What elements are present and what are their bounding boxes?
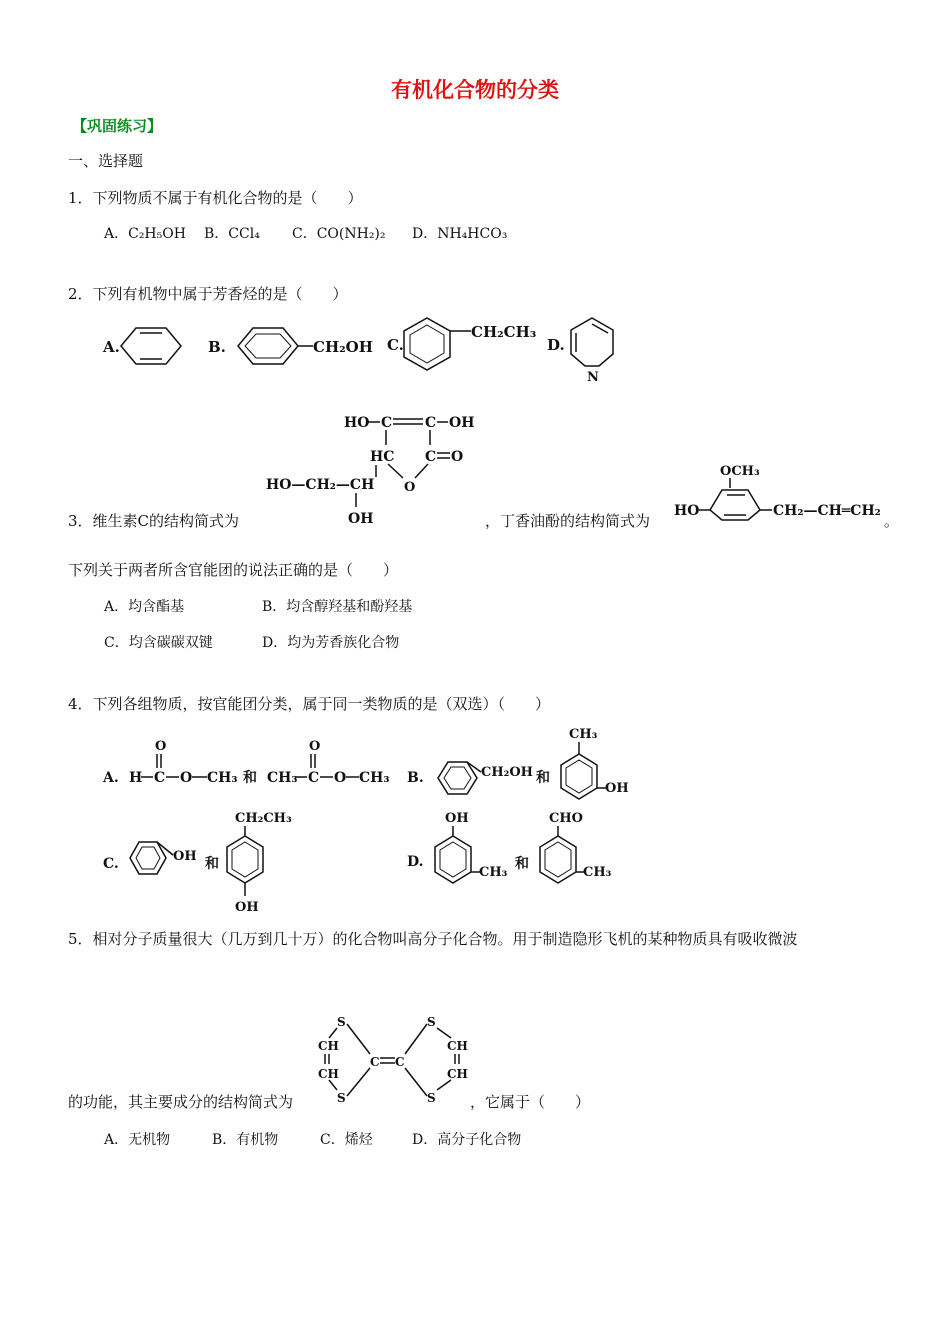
q3-option-d: D．均为芳香族化合物 [262, 635, 400, 651]
svg-text:O: O [180, 770, 193, 786]
svg-text:和: 和 [515, 856, 529, 872]
q2-stem: 2．下列有机物中属于芳香烃的是（ ） [68, 285, 348, 303]
svg-text:S: S [427, 1091, 436, 1105]
svg-text:CH: CH [447, 1067, 468, 1081]
svg-text:CH₃: CH₃ [267, 770, 298, 786]
q2-benzene-ring-c [404, 318, 450, 370]
q5-option-d: D．高分子化合物 [412, 1132, 522, 1148]
section-heading: 【巩固练习】 [72, 117, 163, 135]
svg-text:OH: OH [449, 415, 475, 431]
q1-option-a: A．C₂H₅OH [104, 226, 186, 242]
svg-text:C: C [425, 449, 437, 465]
q2-d-nitrogen: N [587, 370, 599, 385]
svg-text:和: 和 [205, 856, 219, 872]
svg-text:C: C [154, 770, 166, 786]
svg-text:CH₂CH₃: CH₂CH₃ [235, 811, 292, 826]
svg-text:和: 和 [243, 770, 257, 786]
svg-text:CHO: CHO [549, 811, 583, 826]
q3-stem-end: 。 [884, 512, 900, 530]
q2-label-b: B. [208, 338, 226, 356]
svg-text:O: O [404, 480, 416, 495]
part-heading: 一、选择题 [68, 152, 144, 170]
q2-label-a: A. [103, 338, 120, 356]
svg-text:O: O [309, 739, 321, 754]
svg-text:OH: OH [348, 511, 374, 527]
q5-stem-part2: 的功能，其主要成分的结构简式为 [68, 1093, 294, 1111]
svg-text:CH: CH [318, 1067, 339, 1081]
svg-text:C: C [395, 1055, 405, 1069]
q2-benzene-ring-b [238, 328, 298, 364]
q4-stem: 4．下列各组物质，按官能团分类，属于同一类物质的是（双选）（ ） [68, 695, 551, 713]
svg-text:HO—CH₂—CH: HO—CH₂—CH [266, 477, 375, 493]
svg-text:HO: HO [674, 503, 700, 519]
q5-option-b: B．有机物 [212, 1132, 279, 1148]
svg-text:S: S [337, 1091, 346, 1105]
svg-text:C: C [308, 770, 320, 786]
q5-option-c: C．烯烃 [320, 1132, 373, 1148]
svg-text:OH: OH [235, 900, 259, 915]
svg-text:H: H [129, 770, 143, 786]
q5-structure [315, 1010, 475, 1110]
svg-text:CH₃: CH₃ [569, 727, 598, 742]
q5-option-a: A．无机物 [104, 1132, 171, 1148]
q3-option-c: C．均含碳碳双键 [104, 635, 213, 651]
q3-option-b: B．均含醇羟基和酚羟基 [262, 599, 413, 615]
svg-text:O: O [334, 770, 347, 786]
q4-label-c: C. [103, 856, 119, 872]
svg-text:O: O [155, 739, 167, 754]
q1-stem: 1．下列物质不属于有机化合物的是（ ） [68, 189, 363, 207]
q1-option-c: C．CO(NH₂)₂ [292, 226, 386, 242]
q3-stem-part2: ，丁香油酚的结构简式为 [485, 512, 651, 530]
svg-text:HC: HC [370, 449, 395, 465]
svg-text:OH: OH [445, 811, 469, 826]
svg-text:C: C [381, 415, 393, 431]
svg-text:CH₃: CH₃ [359, 770, 390, 786]
svg-text:和: 和 [536, 770, 550, 786]
svg-text:CH: CH [447, 1039, 468, 1053]
q2-pyridine-ring [571, 318, 613, 366]
svg-text:CH₃: CH₃ [207, 770, 238, 786]
q2-label-d: D. [547, 336, 565, 354]
q2-b-group: CH₂OH [313, 338, 373, 356]
q4-label-b: B. [407, 770, 424, 786]
q3-eugenol-structure [672, 458, 894, 530]
q4-label-a: A. [103, 770, 119, 786]
q1-option-d: D．NH₄HCO₃ [412, 226, 508, 242]
q1-option-b: B．CCl₄ [204, 226, 260, 242]
page-title: 有机化合物的分类 [391, 78, 559, 102]
svg-text:OH: OH [605, 781, 629, 796]
q3-vitamin-c-structure [260, 405, 510, 530]
svg-text:CH₃: CH₃ [583, 865, 612, 880]
svg-text:CH₂OH: CH₂OH [481, 765, 533, 780]
svg-text:CH₃: CH₃ [479, 865, 508, 880]
svg-text:CH: CH [318, 1039, 339, 1053]
q2-c-group: CH₂CH₃ [471, 323, 537, 341]
svg-text:S: S [337, 1015, 346, 1029]
svg-text:CH₂—CH═CH₂: CH₂—CH═CH₂ [773, 503, 881, 519]
q4-structures [95, 720, 635, 920]
q2-structures [95, 312, 635, 387]
q3-option-a: A．均含酯基 [104, 599, 185, 615]
svg-text:OCH₃: OCH₃ [720, 464, 760, 479]
q5-stem-part3: ，它属于（ ） [470, 1093, 591, 1111]
svg-text:C: C [370, 1055, 380, 1069]
svg-text:HO: HO [344, 415, 370, 431]
svg-text:OH: OH [173, 849, 197, 864]
q3-stem-part1: 3．维生素C的结构简式为 [68, 512, 240, 530]
q5-stem: 5．相对分子质量很大（几万到几十万）的化合物叫高分子化合物。用于制造隐形飞机的某种物质具有吸收微波 [68, 930, 798, 948]
svg-text:C: C [425, 415, 437, 431]
q3-question: 下列关于两者所含官能团的说法正确的是（ ） [68, 561, 399, 579]
svg-text:S: S [427, 1015, 436, 1029]
q2-label-c: C. [387, 336, 404, 354]
svg-text:O: O [451, 449, 464, 465]
q4-label-d: D. [407, 854, 424, 870]
